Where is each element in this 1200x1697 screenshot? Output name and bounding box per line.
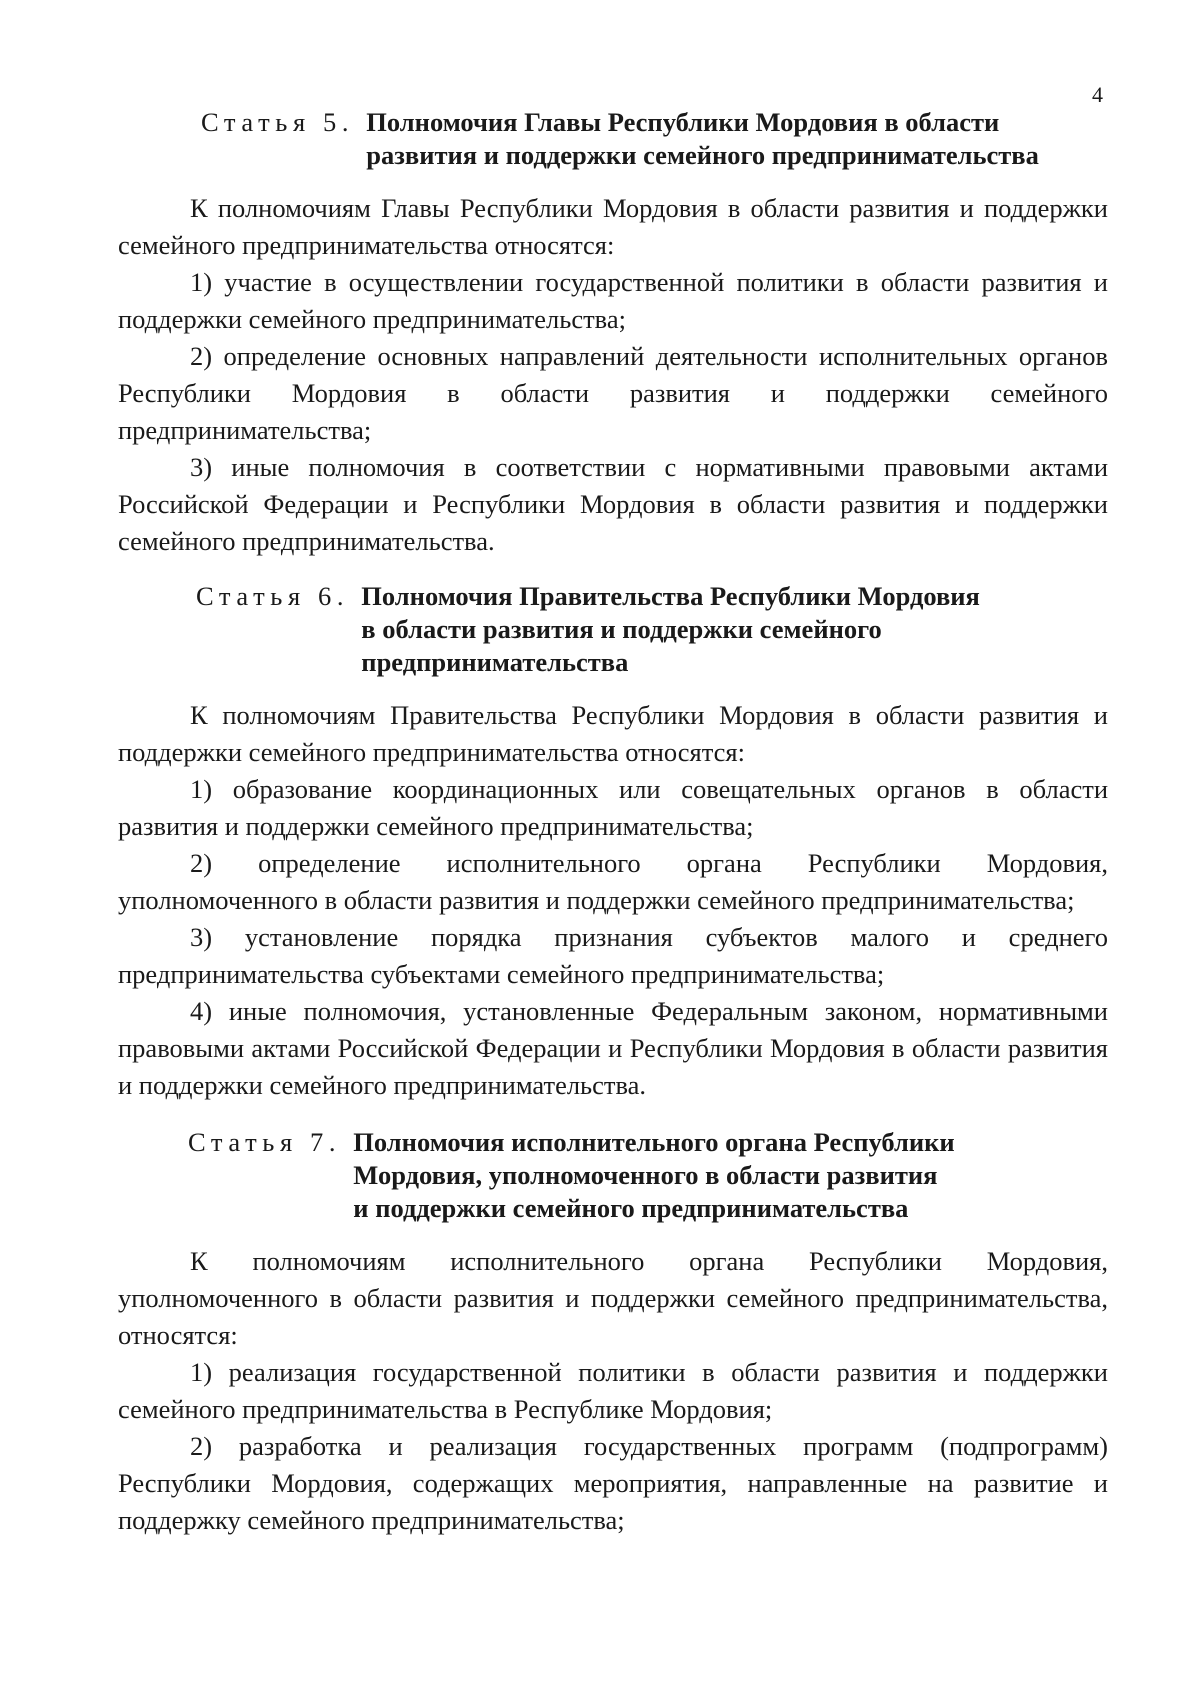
article-5-heading [118, 106, 1108, 172]
list-item: 2) разработка и реализация государственных программ (подпрограмм) Республики Мордовия, содержащих мероприятия, направленные на развитие и поддержку семейного предпринимательства; [118, 1431, 1108, 1535]
article-title-line: предпринимательства [361, 647, 629, 677]
list-item: 3) установление порядка признания субъектов малого и среднего предпринимательства субъектами семейного предпринимательства; [118, 922, 1108, 989]
list-item: 2) определение исполнительного органа Республики Мордовия, уполномоченного в области развития и поддержки семейного предпринимательства; [118, 848, 1108, 915]
list-item: 1) реализация государственной политики в области развития и поддержки семейного предпринимательства в Республике Мордовия; [118, 1357, 1108, 1424]
article-label: Статья 5. [201, 107, 367, 137]
article-title-line: и поддержки семейного предпринимательства [353, 1193, 909, 1223]
article-label: Статья 6. [196, 581, 362, 611]
paragraph: К полномочиям Главы Республики Мордовия в области развития и поддержки семейного предпринимательства относятся: [118, 193, 1108, 260]
list-item: 1) участие в осуществлении государственной политики в области развития и поддержки семейного предпринимательства; [118, 267, 1108, 334]
article-title-line: Мордовия, уполномоченного в области развития [353, 1160, 938, 1190]
article-7-heading [188, 1126, 1108, 1225]
article-title-line: развития и поддержки семейного предпринимательства [366, 140, 1039, 170]
article-6-heading [196, 580, 1108, 679]
paragraph: К полномочиям Правительства Республики Мордовия в области развития и поддержки семейного предпринимательства относятся: [118, 700, 1108, 767]
article-7 [118, 1126, 1108, 1539]
document-body [118, 106, 1108, 1551]
article-title [366, 106, 1039, 172]
list-item: 2) определение основных направлений деятельности исполнительных органов Республики Мордовия в области развития и поддержки семейного предпринимательства; [118, 341, 1108, 445]
article-title-line: Полномочия Правительства Республики Мордовия [361, 581, 980, 611]
article-title-line: в области развития и поддержки семейного [361, 614, 882, 644]
paragraph: К полномочиям исполнительного органа Республики Мордовия, уполномоченного в области развития и поддержки семейного предпринимательства, относятся: [118, 1246, 1108, 1350]
page-number: 4 [1092, 82, 1103, 107]
list-item: 1) образование координационных или совещательных органов в области развития и поддержки семейного предпринимательства; [118, 774, 1108, 841]
list-item: 4) иные полномочия, установленные Федеральным законом, нормативными правовыми актами Российской Федерации и Республики Мордовия в области развития и поддержки семейного предпринимательства. [118, 996, 1108, 1100]
article-title-line: Полномочия Главы Республики Мордовия в области [366, 107, 1000, 137]
article-title [353, 1126, 954, 1225]
article-5 [118, 106, 1108, 560]
article-6 [118, 580, 1108, 1104]
article-title-line: Полномочия исполнительного органа Республики [353, 1127, 955, 1157]
article-title [361, 580, 980, 679]
list-item: 3) иные полномочия в соответствии с нормативными правовыми актами Российской Федерации и Республики Мордовия в области развития и поддержки семейного предпринимательства. [118, 452, 1108, 556]
article-label: Статья 7. [188, 1127, 354, 1157]
